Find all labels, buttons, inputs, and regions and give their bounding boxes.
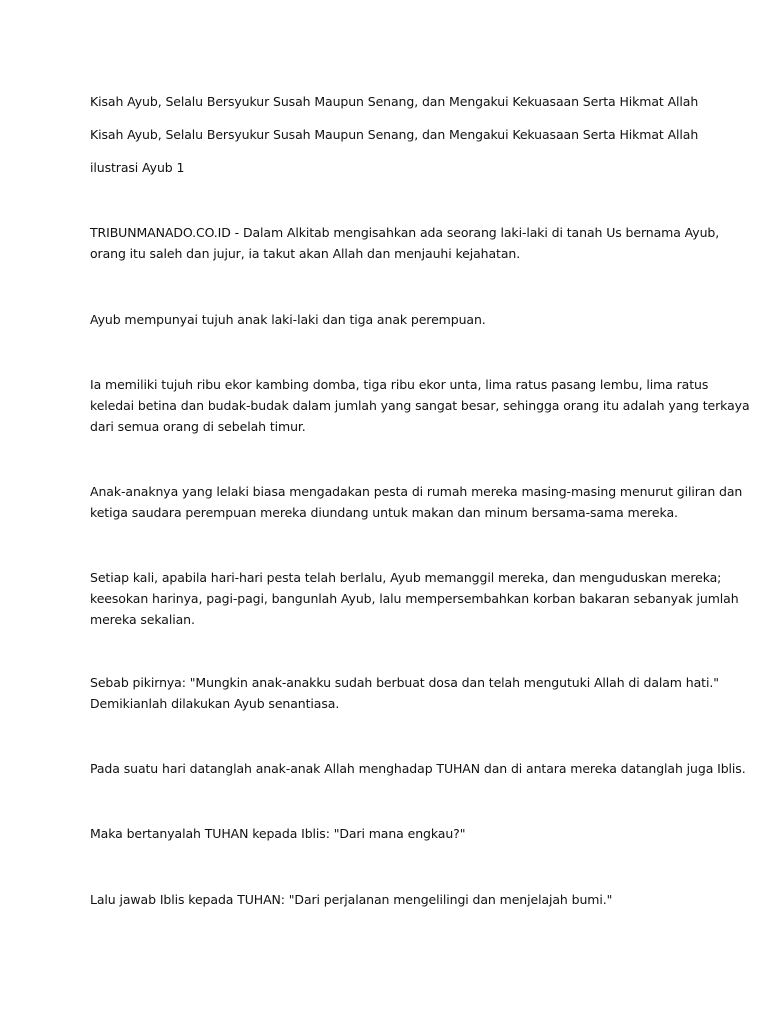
image-caption [90, 157, 690, 178]
paragraph-feasts [90, 481, 743, 523]
paragraph-line: Pada suatu hari datanglah anak-anak Allah menghadap TUHAN dan di antara mereka datanglah juga Iblis. [90, 761, 746, 776]
paragraph-line: Sebab pikirnya: "Mungkin anak-anakku sudah berbuat dosa dan telah mengutuki Allah di dalam hati." [90, 675, 719, 690]
paragraph-line: Lalu jawab Iblis kepada TUHAN: "Dari perjalanan mengelilingi dan menjelajah bumi." [90, 892, 613, 907]
paragraph-line: Anak-anaknya yang lelaki biasa mengadakan pesta di rumah mereka masing-masing menurut giliran dan [90, 484, 743, 499]
paragraph-offerings [90, 567, 739, 630]
paragraph-line: keledai betina dan budak-budak dalam jumlah yang sangat besar, sehingga orang itu adalah yang terkaya [90, 398, 750, 413]
paragraph-thought [90, 672, 719, 714]
paragraph-line: mereka sekalian. [90, 612, 195, 627]
paragraph-assembly [90, 758, 746, 779]
article-title [90, 91, 699, 112]
paragraph-children [90, 309, 690, 330]
paragraph-intro [90, 222, 720, 264]
paragraph-line: ketiga saudara perempuan mereka diundang untuk makan dan minum bersama-sama mereka. [90, 505, 678, 520]
title-line: Kisah Ayub, Selalu Bersyukur Susah Maupun Senang, dan Mengakui Kekuasaan Serta Hikmat Allah [90, 127, 699, 142]
paragraph-line: dari semua orang di sebelah timur. [90, 419, 306, 434]
paragraph-line: Demikianlah dilakukan Ayub senantiasa. [90, 696, 340, 711]
paragraph-line: Maka bertanyalah TUHAN kepada Iblis: "Dari mana engkau?" [90, 826, 466, 841]
caption-line: ilustrasi Ayub 1 [90, 160, 185, 175]
paragraph-line: TRIBUNMANADO.CO.ID - Dalam Alkitab mengisahkan ada seorang laki-laki di tanah Us bernama Ayub, [90, 225, 720, 240]
paragraph-line: Ayub mempunyai tujuh anak laki-laki dan tiga anak perempuan. [90, 312, 486, 327]
paragraph-line: Ia memiliki tujuh ribu ekor kambing domba, tiga ribu ekor unta, lima ratus pasang lembu, lima ratus [90, 377, 709, 392]
paragraph-answer [90, 889, 690, 910]
paragraph-question [90, 823, 690, 844]
paragraph-line: keesokan harinya, pagi-pagi, bangunlah Ayub, lalu mempersembahkan korban bakaran sebanyak jumlah [90, 591, 739, 606]
paragraph-line: Setiap kali, apabila hari-hari pesta telah berlalu, Ayub memanggil mereka, dan menguduskan mereka; [90, 570, 722, 585]
title-line: Kisah Ayub, Selalu Bersyukur Susah Maupun Senang, dan Mengakui Kekuasaan Serta Hikmat Allah [90, 94, 699, 109]
paragraph-wealth [90, 374, 750, 437]
article-title-repeat [90, 124, 699, 145]
paragraph-line: orang itu saleh dan jujur, ia takut akan Allah dan menjauhi kejahatan. [90, 246, 521, 261]
